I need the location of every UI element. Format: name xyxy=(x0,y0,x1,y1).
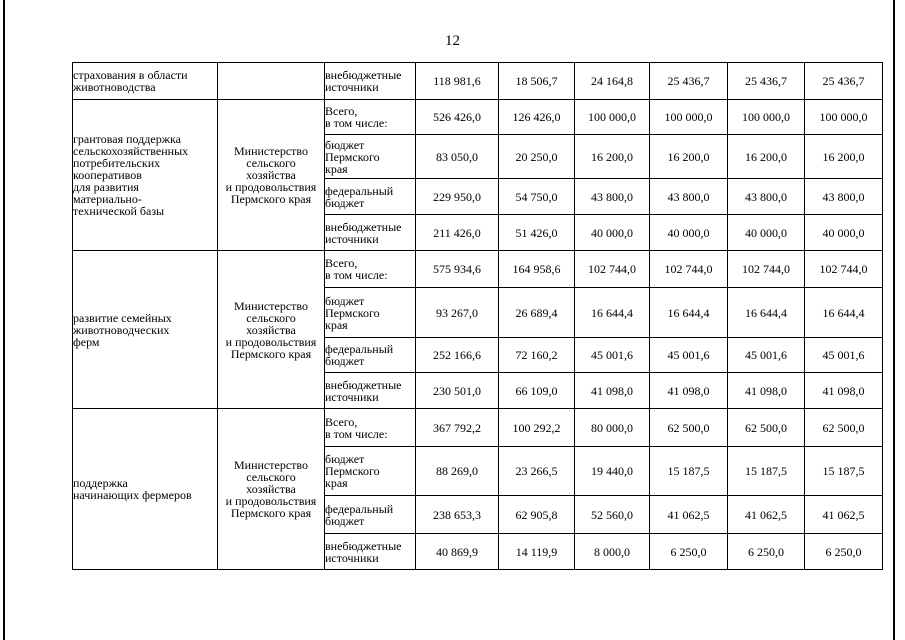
value-cell-year-3: 15 187,5 xyxy=(650,447,728,496)
value-cell-year-2: 24 164,8 xyxy=(575,63,650,100)
left-margin-line xyxy=(3,0,5,640)
value-cell-total: 93 267,0 xyxy=(416,288,499,338)
performer-cell: Министерство сельского хозяйства и продовольствия Пермского края xyxy=(218,100,325,251)
source-cell: федеральный бюджет xyxy=(325,338,416,373)
source-cell: бюджет Пермского края xyxy=(325,135,416,179)
value-cell-year-4: 16 200,0 xyxy=(728,135,805,179)
activity-cell: развитие семейных животноводческих ферм xyxy=(73,251,218,409)
value-cell-year-1: 62 905,8 xyxy=(499,496,575,534)
value-cell-total: 526 426,0 xyxy=(416,100,499,135)
value-cell-year-5: 102 744,0 xyxy=(805,251,883,288)
value-cell-year-5: 15 187,5 xyxy=(805,447,883,496)
value-cell-total: 238 653,3 xyxy=(416,496,499,534)
value-cell-year-1: 14 119,9 xyxy=(499,534,575,570)
value-cell-year-5: 25 436,7 xyxy=(805,63,883,100)
value-cell-year-1: 20 250,0 xyxy=(499,135,575,179)
value-cell-year-1: 54 750,0 xyxy=(499,179,575,215)
value-cell-year-5: 41 062,5 xyxy=(805,496,883,534)
budget-table xyxy=(72,62,883,570)
value-cell-year-2: 102 744,0 xyxy=(575,251,650,288)
performer-cell: Министерство сельского хозяйства и продовольствия Пермского края xyxy=(218,251,325,409)
value-cell-year-5: 40 000,0 xyxy=(805,215,883,251)
value-cell-year-5: 16 200,0 xyxy=(805,135,883,179)
value-cell-year-2: 43 800,0 xyxy=(575,179,650,215)
value-cell-year-5: 43 800,0 xyxy=(805,179,883,215)
table-row xyxy=(73,409,883,447)
value-cell-year-2: 40 000,0 xyxy=(575,215,650,251)
source-cell: бюджет Пермского края xyxy=(325,447,416,496)
source-cell: внебюджетные источники xyxy=(325,534,416,570)
value-cell-year-5: 16 644,4 xyxy=(805,288,883,338)
value-cell-year-5: 100 000,0 xyxy=(805,100,883,135)
source-cell: внебюджетные источники xyxy=(325,373,416,409)
value-cell-total: 118 981,6 xyxy=(416,63,499,100)
value-cell-year-4: 62 500,0 xyxy=(728,409,805,447)
value-cell-year-4: 41 062,5 xyxy=(728,496,805,534)
value-cell-year-4: 40 000,0 xyxy=(728,215,805,251)
value-cell-year-3: 16 200,0 xyxy=(650,135,728,179)
value-cell-year-4: 45 001,6 xyxy=(728,338,805,373)
value-cell-year-1: 51 426,0 xyxy=(499,215,575,251)
value-cell-year-5: 62 500,0 xyxy=(805,409,883,447)
value-cell-year-3: 25 436,7 xyxy=(650,63,728,100)
value-cell-year-4: 41 098,0 xyxy=(728,373,805,409)
value-cell-year-4: 43 800,0 xyxy=(728,179,805,215)
value-cell-total: 252 166,6 xyxy=(416,338,499,373)
source-cell: федеральный бюджет xyxy=(325,179,416,215)
value-cell-year-1: 26 689,4 xyxy=(499,288,575,338)
value-cell-year-3: 41 098,0 xyxy=(650,373,728,409)
value-cell-year-2: 8 000,0 xyxy=(575,534,650,570)
activity-cell: страхования в области животноводства xyxy=(73,63,218,100)
value-cell-year-3: 41 062,5 xyxy=(650,496,728,534)
value-cell-year-3: 100 000,0 xyxy=(650,100,728,135)
activity-cell: поддержка начинающих фермеров xyxy=(73,409,218,570)
table-row xyxy=(73,251,883,288)
value-cell-year-2: 16 644,4 xyxy=(575,288,650,338)
value-cell-year-4: 102 744,0 xyxy=(728,251,805,288)
value-cell-year-1: 72 160,2 xyxy=(499,338,575,373)
value-cell-year-1: 66 109,0 xyxy=(499,373,575,409)
source-cell: внебюджетные источники xyxy=(325,63,416,100)
source-cell: Всего, в том числе: xyxy=(325,100,416,135)
value-cell-year-1: 18 506,7 xyxy=(499,63,575,100)
page-number: 12 xyxy=(445,33,460,49)
value-cell-year-2: 41 098,0 xyxy=(575,373,650,409)
value-cell-year-4: 25 436,7 xyxy=(728,63,805,100)
value-cell-total: 230 501,0 xyxy=(416,373,499,409)
value-cell-year-2: 16 200,0 xyxy=(575,135,650,179)
value-cell-year-3: 16 644,4 xyxy=(650,288,728,338)
source-cell: бюджет Пермского края xyxy=(325,288,416,338)
value-cell-year-3: 62 500,0 xyxy=(650,409,728,447)
value-cell-year-2: 100 000,0 xyxy=(575,100,650,135)
value-cell-year-1: 126 426,0 xyxy=(499,100,575,135)
table-row xyxy=(73,100,883,135)
source-cell: Всего, в том числе: xyxy=(325,409,416,447)
value-cell-year-3: 102 744,0 xyxy=(650,251,728,288)
value-cell-total: 367 792,2 xyxy=(416,409,499,447)
value-cell-year-3: 43 800,0 xyxy=(650,179,728,215)
value-cell-year-2: 19 440,0 xyxy=(575,447,650,496)
table-row xyxy=(73,63,883,100)
source-cell: Всего, в том числе: xyxy=(325,251,416,288)
value-cell-year-5: 41 098,0 xyxy=(805,373,883,409)
value-cell-total: 88 269,0 xyxy=(416,447,499,496)
value-cell-total: 229 950,0 xyxy=(416,179,499,215)
value-cell-year-2: 45 001,6 xyxy=(575,338,650,373)
source-cell: федеральный бюджет xyxy=(325,496,416,534)
value-cell-year-3: 45 001,6 xyxy=(650,338,728,373)
value-cell-year-4: 16 644,4 xyxy=(728,288,805,338)
performer-cell xyxy=(218,63,325,100)
value-cell-year-1: 164 958,6 xyxy=(499,251,575,288)
value-cell-year-2: 80 000,0 xyxy=(575,409,650,447)
value-cell-year-3: 6 250,0 xyxy=(650,534,728,570)
performer-cell: Министерство сельского хозяйства и продовольствия Пермского края xyxy=(218,409,325,570)
value-cell-year-3: 40 000,0 xyxy=(650,215,728,251)
value-cell-year-4: 15 187,5 xyxy=(728,447,805,496)
activity-cell: грантовая поддержка сельскохозяйственных потребительских кооперативов для развития материально- технической базы xyxy=(73,100,218,251)
value-cell-total: 40 869,9 xyxy=(416,534,499,570)
value-cell-year-4: 6 250,0 xyxy=(728,534,805,570)
value-cell-year-2: 52 560,0 xyxy=(575,496,650,534)
value-cell-year-5: 6 250,0 xyxy=(805,534,883,570)
value-cell-total: 575 934,6 xyxy=(416,251,499,288)
source-cell: внебюджетные источники xyxy=(325,215,416,251)
value-cell-total: 83 050,0 xyxy=(416,135,499,179)
value-cell-total: 211 426,0 xyxy=(416,215,499,251)
value-cell-year-4: 100 000,0 xyxy=(728,100,805,135)
value-cell-year-1: 100 292,2 xyxy=(499,409,575,447)
right-margin-line xyxy=(893,0,895,640)
value-cell-year-1: 23 266,5 xyxy=(499,447,575,496)
value-cell-year-5: 45 001,6 xyxy=(805,338,883,373)
